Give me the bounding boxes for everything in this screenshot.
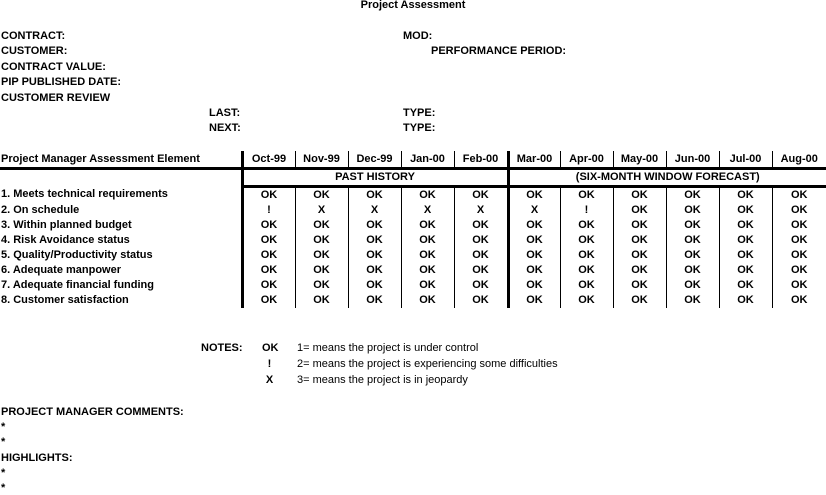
- status-cell: OK: [401, 187, 454, 204]
- month-header: Aug-00: [772, 151, 826, 169]
- status-cell: OK: [508, 248, 560, 263]
- status-cell: OK: [560, 248, 613, 263]
- status-cell: OK: [295, 278, 348, 293]
- table-header-row: [0, 151, 826, 169]
- status-cell: OK: [613, 233, 666, 248]
- status-cell: OK: [242, 248, 295, 263]
- status-cell: OK: [348, 278, 401, 293]
- status-cell: OK: [772, 203, 826, 218]
- assessment-element-label: 7. Adequate financial funding: [1, 279, 154, 291]
- status-cell: OK: [242, 218, 295, 233]
- status-cell: OK: [560, 278, 613, 293]
- status-cell: OK: [401, 233, 454, 248]
- status-cell: !: [560, 203, 613, 218]
- status-cell: OK: [560, 187, 613, 204]
- status-cell: OK: [719, 293, 772, 308]
- status-cell: OK: [613, 248, 666, 263]
- status-cell: OK: [772, 218, 826, 233]
- element-column-header: Project Manager Assessment Element: [0, 151, 242, 169]
- status-cell: OK: [666, 218, 719, 233]
- status-cell: OK: [772, 278, 826, 293]
- status-cell: OK: [242, 233, 295, 248]
- status-cell: OK: [613, 218, 666, 233]
- status-cell: OK: [508, 278, 560, 293]
- assessment-element-label: 4. Risk Avoidance status: [1, 234, 130, 246]
- status-cell: OK: [719, 278, 772, 293]
- status-cell: OK: [242, 278, 295, 293]
- month-header: Mar-00: [508, 151, 560, 169]
- assessment-element-label: 1. Meets technical requirements: [1, 188, 168, 201]
- month-header: Oct-99: [242, 151, 295, 169]
- month-header: Feb-00: [454, 151, 508, 169]
- table-row: [0, 233, 826, 248]
- assessment-table: [0, 151, 826, 308]
- status-cell: OK: [401, 248, 454, 263]
- legend-text: 2= means the project is experiencing some difficulties: [297, 358, 558, 370]
- status-cell: OK: [613, 278, 666, 293]
- status-cell: OK: [666, 203, 719, 218]
- status-cell: OK: [719, 203, 772, 218]
- status-cell: OK: [295, 187, 348, 204]
- legend-text: 3= means the project is in jeopardy: [297, 374, 468, 386]
- comments-label: PROJECT MANAGER COMMENTS:: [1, 406, 184, 418]
- next-review-label: NEXT:: [209, 122, 241, 134]
- last-type-label: TYPE:: [403, 107, 436, 119]
- status-cell: OK: [666, 263, 719, 278]
- status-cell: OK: [295, 233, 348, 248]
- status-cell: OK: [772, 187, 826, 204]
- status-cell: OK: [613, 187, 666, 204]
- status-cell: OK: [508, 187, 560, 204]
- status-cell: OK: [666, 293, 719, 308]
- status-cell: X: [348, 203, 401, 218]
- status-cell: OK: [348, 233, 401, 248]
- status-cell: OK: [719, 248, 772, 263]
- status-cell: OK: [719, 263, 772, 278]
- status-cell: OK: [508, 218, 560, 233]
- assessment-element-label: 5. Quality/Productivity status: [1, 249, 153, 261]
- status-cell: X: [454, 203, 508, 218]
- table-row: [0, 218, 826, 233]
- status-cell: OK: [560, 293, 613, 308]
- month-header: Apr-00: [560, 151, 613, 169]
- assessment-element-label: 6. Adequate manpower: [1, 264, 122, 276]
- status-cell: OK: [666, 278, 719, 293]
- page-title: Project Assessment: [360, 0, 466, 11]
- assessment-element-label: 8. Customer satisfaction: [1, 294, 129, 306]
- status-cell: X: [295, 203, 348, 218]
- highlights-bullet: *: [1, 467, 6, 479]
- pip-published-date-label: PIP PUBLISHED DATE:: [1, 76, 121, 88]
- month-header: Dec-99: [348, 151, 401, 169]
- status-cell: OK: [295, 248, 348, 263]
- status-cell: OK: [772, 233, 826, 248]
- status-cell: OK: [295, 263, 348, 278]
- status-cell: OK: [295, 293, 348, 308]
- month-header: Jan-00: [401, 151, 454, 169]
- status-cell: OK: [454, 248, 508, 263]
- status-cell: X: [401, 203, 454, 218]
- status-cell: OK: [613, 203, 666, 218]
- next-type-label: TYPE:: [403, 122, 436, 134]
- status-cell: OK: [348, 263, 401, 278]
- status-cell: OK: [401, 293, 454, 308]
- section-header-row: [0, 169, 826, 187]
- status-cell: OK: [348, 218, 401, 233]
- status-cell: OK: [454, 263, 508, 278]
- customer-label: CUSTOMER:: [1, 45, 68, 57]
- table-row: [0, 263, 826, 278]
- highlights-label: HIGHLIGHTS:: [1, 452, 73, 464]
- status-cell: OK: [348, 293, 401, 308]
- notes-label: NOTES:: [201, 342, 243, 354]
- status-cell: OK: [401, 278, 454, 293]
- status-cell: OK: [666, 248, 719, 263]
- table-row: [0, 187, 826, 204]
- status-cell: OK: [560, 233, 613, 248]
- table-row: [0, 278, 826, 293]
- status-cell: OK: [508, 293, 560, 308]
- status-cell: OK: [401, 218, 454, 233]
- status-cell: OK: [295, 218, 348, 233]
- status-cell: OK: [560, 218, 613, 233]
- status-cell: OK: [719, 187, 772, 204]
- status-cell: OK: [242, 263, 295, 278]
- table-row: [0, 203, 826, 218]
- status-cell: OK: [242, 293, 295, 308]
- month-header: Jul-00: [719, 151, 772, 169]
- status-cell: OK: [348, 248, 401, 263]
- comments-bullet: *: [1, 421, 6, 433]
- table-row: [0, 248, 826, 263]
- table-row: [0, 293, 826, 308]
- status-cell: OK: [454, 218, 508, 233]
- last-review-label: LAST:: [209, 107, 241, 119]
- legend-symbol: X: [265, 374, 274, 386]
- status-cell: OK: [666, 233, 719, 248]
- status-cell: OK: [454, 293, 508, 308]
- status-cell: OK: [508, 263, 560, 278]
- status-cell: OK: [560, 263, 613, 278]
- status-cell: OK: [613, 263, 666, 278]
- comments-bullet: *: [1, 436, 6, 448]
- status-cell: X: [508, 203, 560, 218]
- highlights-bullet: *: [1, 482, 6, 494]
- month-header: May-00: [613, 151, 666, 169]
- forecast-header: (SIX-MONTH WINDOW FORECAST): [508, 169, 826, 187]
- status-cell: OK: [348, 187, 401, 204]
- legend-text: 1= means the project is under control: [297, 342, 479, 354]
- status-cell: OK: [613, 293, 666, 308]
- assessment-element-label: 2. On schedule: [1, 204, 80, 216]
- contract-value-label: CONTRACT VALUE:: [1, 61, 106, 73]
- month-header: Nov-99: [295, 151, 348, 169]
- legend-symbol: OK: [262, 342, 279, 354]
- performance-period-label: PERFORMANCE PERIOD:: [431, 45, 567, 57]
- status-cell: OK: [719, 218, 772, 233]
- customer-review-label: CUSTOMER REVIEW: [1, 92, 111, 104]
- contract-label: CONTRACT:: [1, 30, 66, 42]
- past-history-header: PAST HISTORY: [242, 169, 508, 187]
- assessment-element-label: 3. Within planned budget: [1, 219, 132, 231]
- status-cell: OK: [508, 233, 560, 248]
- status-cell: OK: [772, 248, 826, 263]
- status-cell: OK: [772, 263, 826, 278]
- status-cell: OK: [454, 233, 508, 248]
- status-cell: OK: [719, 233, 772, 248]
- status-cell: OK: [242, 187, 295, 204]
- month-header: Jun-00: [666, 151, 719, 169]
- status-cell: OK: [772, 293, 826, 308]
- status-cell: OK: [666, 187, 719, 204]
- status-cell: OK: [401, 263, 454, 278]
- status-cell: OK: [454, 278, 508, 293]
- status-cell: OK: [454, 187, 508, 204]
- legend-symbol: !: [267, 358, 272, 370]
- mod-label: MOD:: [403, 30, 433, 42]
- status-cell: !: [242, 203, 295, 218]
